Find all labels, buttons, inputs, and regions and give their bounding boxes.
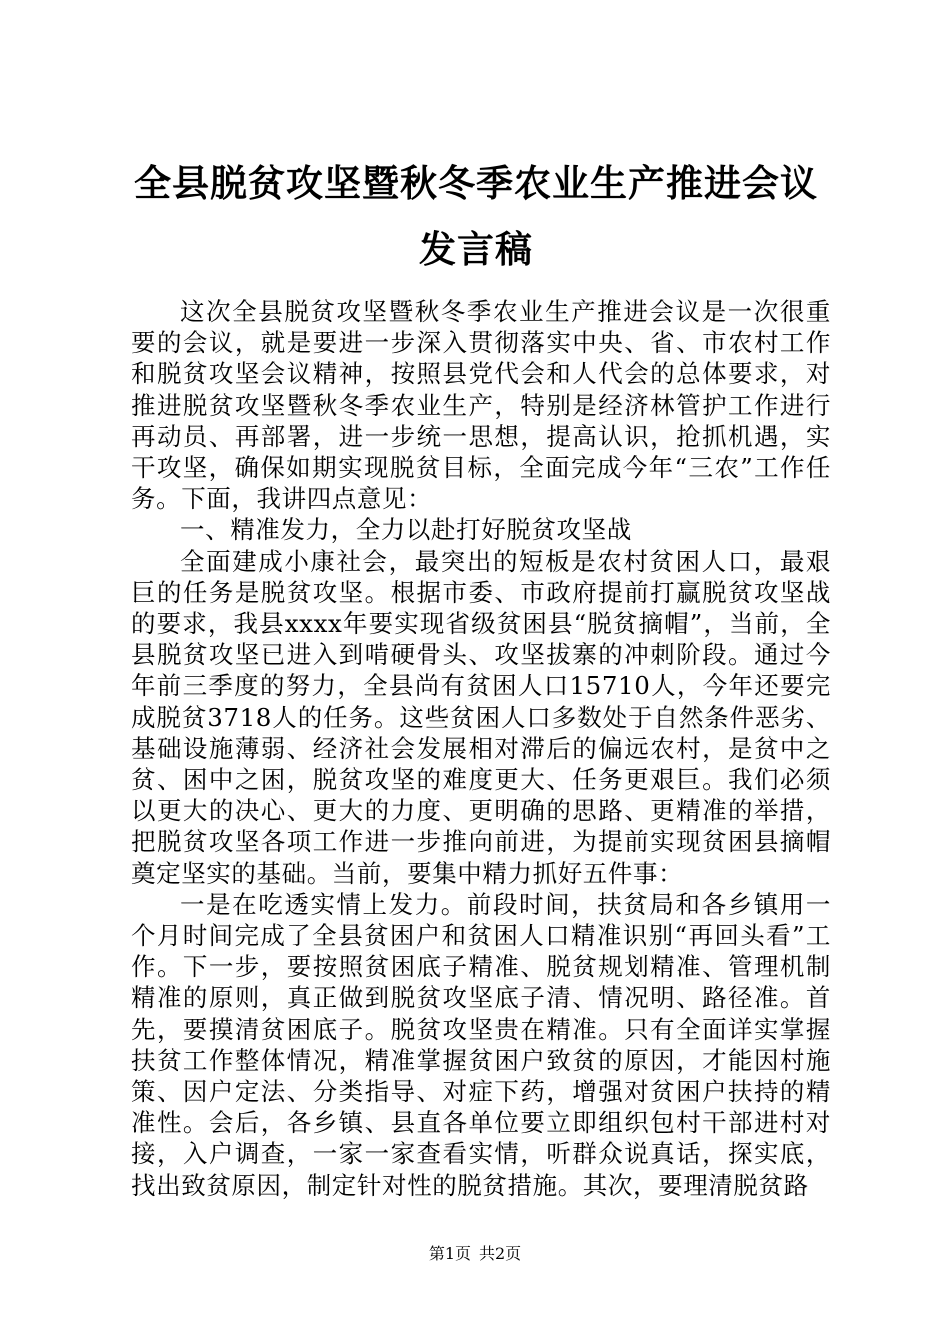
page-number: 第1页 — [428, 1244, 471, 1263]
page-footer — [0, 1244, 950, 1264]
section-heading: 一、精准发力，全力以赴打好脱贫攻坚战 — [180, 515, 632, 545]
document-title: 全县脱贫攻坚暨秋冬季农业生产推进会议发言稿 — [134, 161, 818, 271]
paragraph-intro: 这次全县脱贫攻坚暨秋冬季农业生产推进会议是一次很重要的会议，就是要进一步深入贯彻落实中央、省、市农村工作和脱贫攻坚会议精神，按照县党代会和人代会的总体要求，对推进脱贫攻坚暨秋冬季农业生产，特别是经济林管护工作进行再动员、再部署，进一步统一思想，提高认识，抢抓机遇，实干攻坚，确保如期实现脱贫目标，全面完成今年“三农”工作任务。下面，我讲四点意见： — [131, 297, 831, 514]
document-body — [131, 296, 831, 1201]
paragraph-context: 全面建成小康社会，最突出的短板是农村贫困人口，最艰巨的任务是脱贫攻坚。根据市委、市政府提前打赢脱贫攻坚战的要求，我县xxxx年要实现省级贫困县“脱贫摘帽”，当前，全县脱贫攻坚已进入到啃硬骨头、攻坚拔寨的冲刺阶段。通过今年前三季度的努力，全县尚有贫困人口15710人，今年还要完成脱贫3718人的任务。这些贫困人口多数处于自然条件恶劣、基础设施薄弱、经济社会发展相对滞后的偏远农村，是贫中之贫、困中之困，脱贫攻坚的难度更大、任务更艰巨。我们必须以更大的决心、更大的力度、更明确的思路、更精准的举措，把脱贫攻坚各项工作进一步推向前进，为提前实现贫困县摘帽奠定坚实的基础。当前，要集中精力抓好五件事： — [131, 546, 831, 888]
paragraph-point-one: 一是在吃透实情上发力。前段时间，扶贫局和各乡镇用一个月时间完成了全县贫困户和贫困人口精准识别“再回头看”工作。下一步，要按照贫困底子精准、脱贫规划精准、管理机制精准的原则，真正做到脱贫攻坚底子清、情况明、路径准。首先，要摸清贫困底子。脱贫攻坚贵在精准。只有全面详实掌握扶贫工作整体情况，精准掌握贫困户致贫的原因，才能因村施策、因户定法、分类指导、对症下药，增强对贫困户扶持的精准性。会后，各乡镇、县直各单位要立即组织包村干部进村对接，入户调查，一家一家查看实情，听群众说真话，探实底，找出致贫原因，制定针对性的脱贫措施。其次，要理清脱贫路 — [131, 889, 831, 1200]
page-total: 共2页 — [479, 1244, 522, 1263]
